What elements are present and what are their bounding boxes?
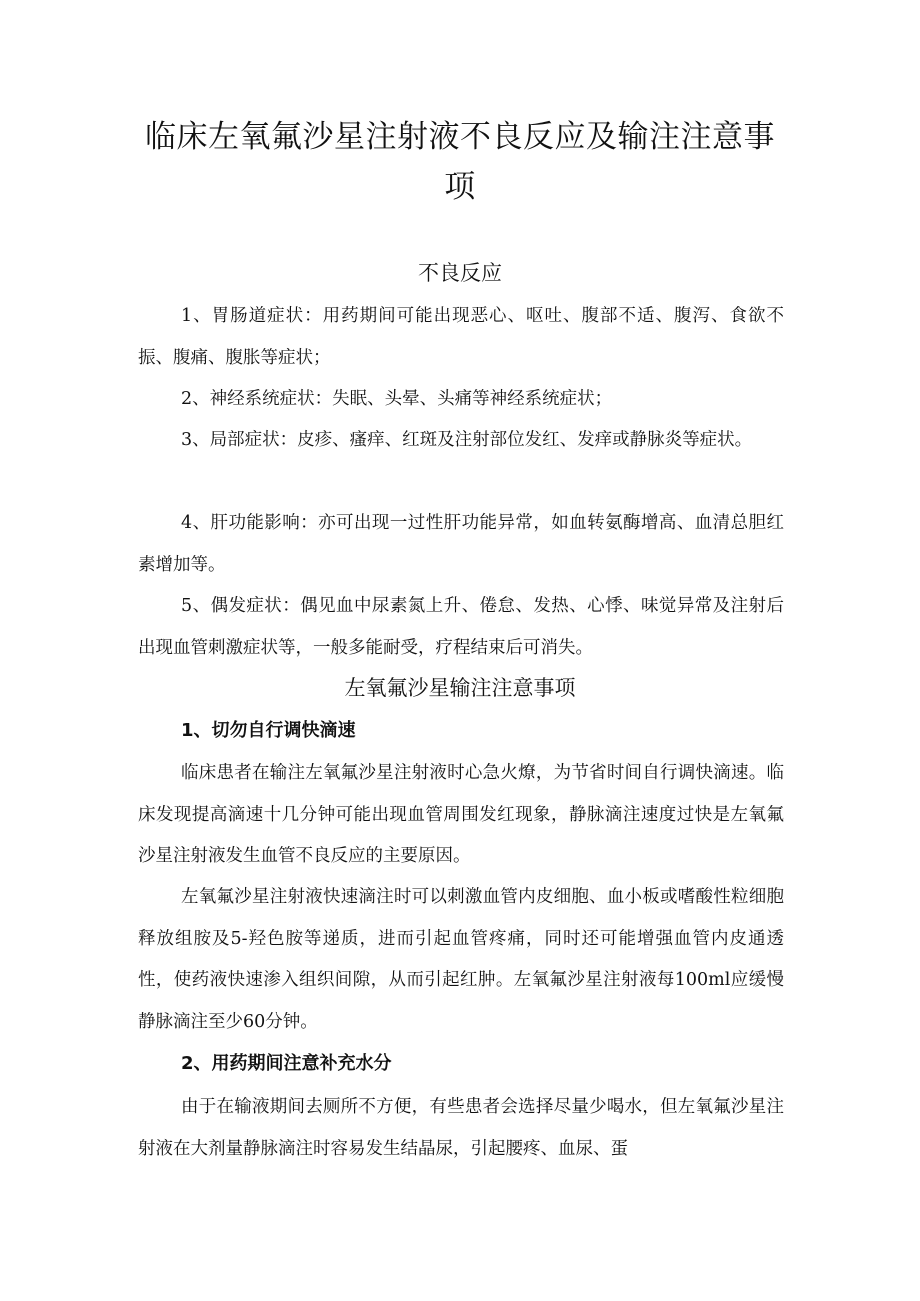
adverse-reaction-item: 5、偶发症状：偶见血中尿素氮上升、倦怠、发热、心悸、味觉异常及注射后出现血管刺激症状等，一般多能耐受，疗程结束后可消失。: [138, 596, 784, 658]
paragraph-drip-rate-2: 左氧氟沙星注射液快速滴注时可以刺激血管内皮细胞、血小板或嗜酸性粒细胞释放组胺及5-羟色胺等递质，进而引起血管疼痛，同时还可能增强血管内皮通透性，使药液快速渗入组织间隙，从而引起红肿。左氧氟沙星注射液每100ml应缓慢静脉滴注至少60分钟。: [138, 887, 784, 1032]
paragraph-hydration-1: 由于在输液期间去厕所不方便，有些患者会选择尽量少喝水，但左氧氟沙星注射液在大剂量静脉滴注时容易发生结晶尿，引起腰疼、血尿、蛋: [138, 1097, 784, 1159]
adverse-reaction-item: 2、神经系统症状：失眠、头晕、头痛等神经系统症状；: [181, 389, 613, 409]
adverse-reaction-item: 1、胃肠道症状：用药期间可能出现恶心、呕吐、腹部不适、腹泻、食欲不振、腹痛、腹胀等症状；: [138, 306, 784, 368]
subheading-drip-rate: 1、切勿自行调快滴速: [181, 720, 356, 741]
section-heading-adverse-reactions: 不良反应: [418, 261, 502, 285]
document-title: 临床左氧氟沙星注射液不良反应及输注注意事项: [145, 119, 775, 205]
adverse-reaction-item: 4、肝功能影响：亦可出现一过性肝功能异常，如血转氨酶增高、血清总胆红素增加等。: [138, 513, 784, 575]
adverse-reaction-item: 3、局部症状：皮疹、瘙痒、红斑及注射部位发红、发痒或静脉炎等症状。: [181, 430, 753, 450]
paragraph-drip-rate-1: 临床患者在输注左氧氟沙星注射液时心急火燎，为节省时间自行调快滴速。临床发现提高滴速十几分钟可能出现血管周围发红现象，静脉滴注速度过快是左氧氟沙星注射液发生血管不良反应的主要原因。: [138, 763, 784, 866]
subheading-hydration: 2、用药期间注意补充水分: [181, 1053, 392, 1074]
section-heading-infusion-precautions: 左氧氟沙星输注注意事项: [344, 676, 576, 700]
